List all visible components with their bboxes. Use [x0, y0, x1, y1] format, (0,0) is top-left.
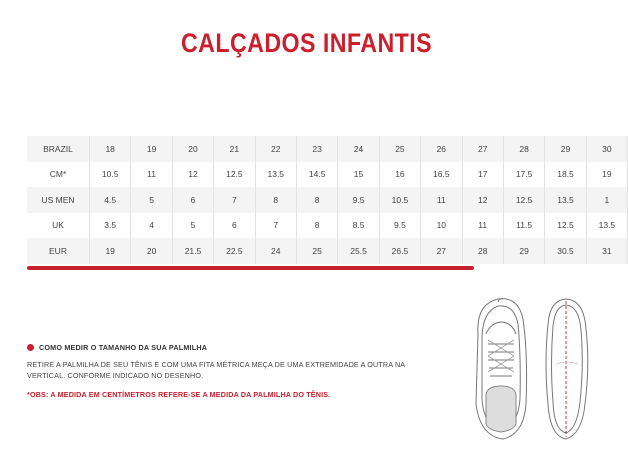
- size-table-container[interactable]: [27, 136, 616, 272]
- size-cell: 8: [255, 187, 296, 213]
- size-cell: 27: [462, 136, 503, 162]
- size-cell: 19: [131, 136, 172, 162]
- size-cell: 19: [586, 162, 627, 188]
- size-cell: 13.5: [545, 187, 586, 213]
- description-line-1: RETIRE A PALMILHA DE SEU TÊNIS E COM UMA FITA MÉTRICA MEÇA DE UMA EXTREMIDADE A OUTRA NA: [27, 360, 406, 369]
- size-cell: 22.5: [214, 238, 255, 264]
- horizontal-scrollbar[interactable]: [27, 266, 474, 270]
- size-cell: 7: [255, 213, 296, 239]
- bullet-dot-icon: [27, 344, 34, 351]
- size-cell: 29: [545, 136, 586, 162]
- size-cell: 7: [214, 187, 255, 213]
- size-cell: 12.5: [545, 213, 586, 239]
- size-cell: 10.5: [90, 162, 131, 188]
- size-cell: 20: [172, 136, 213, 162]
- size-row-label: US MEN: [27, 187, 90, 213]
- shoe-side-illustration: [476, 299, 527, 439]
- size-cell: 13.5: [586, 213, 627, 239]
- size-cell: 15: [338, 162, 379, 188]
- size-cell: 25: [379, 136, 420, 162]
- size-cell: 8.5: [338, 213, 379, 239]
- measurement-note: *OBS: A MEDIDA EM CENTÍMETROS REFERE-SE A MEDIDA DA PALMILHA DO TÊNIS.: [27, 390, 331, 399]
- size-cell: 26.5: [379, 238, 420, 264]
- size-cell: 22: [255, 136, 296, 162]
- size-cell: 31: [586, 238, 627, 264]
- size-cell: 20: [131, 238, 172, 264]
- insole-measure-illustration: [546, 299, 588, 439]
- size-row-brazil: [27, 136, 628, 162]
- size-row-cm: [27, 162, 628, 188]
- size-table: [27, 136, 628, 264]
- size-row-label: EUR: [27, 238, 90, 264]
- size-row-uk: [27, 213, 628, 239]
- how-to-measure-heading-text: COMO MEDIR O TAMANHO DA SUA PALMILHA: [39, 343, 208, 352]
- size-cell: 10.5: [379, 187, 420, 213]
- size-cell: 19: [90, 238, 131, 264]
- size-cell: 18.5: [545, 162, 586, 188]
- size-cell: 21: [214, 136, 255, 162]
- size-cell: 5: [131, 187, 172, 213]
- size-cell: 6: [214, 213, 255, 239]
- size-cell: 26: [421, 136, 462, 162]
- size-cell: 27: [421, 238, 462, 264]
- size-cell: 6: [172, 187, 213, 213]
- size-cell: 25.5: [338, 238, 379, 264]
- size-cell: 21.5: [172, 238, 213, 264]
- size-cell: 9.5: [379, 213, 420, 239]
- size-cell: 28: [462, 238, 503, 264]
- size-cell: 5: [172, 213, 213, 239]
- size-cell: 8: [296, 213, 337, 239]
- size-cell: 17: [462, 162, 503, 188]
- size-cell: 17.5: [503, 162, 544, 188]
- size-cell: 12: [172, 162, 213, 188]
- size-cell: 18: [90, 136, 131, 162]
- size-cell: 16.5: [421, 162, 462, 188]
- size-cell: 11: [421, 187, 462, 213]
- size-cell: 3.5: [90, 213, 131, 239]
- how-to-measure-heading: [27, 343, 207, 352]
- size-cell: 25: [296, 238, 337, 264]
- size-row-eur: [27, 238, 628, 264]
- size-cell: 1: [586, 187, 627, 213]
- size-cell: 23: [296, 136, 337, 162]
- size-cell: 11: [131, 162, 172, 188]
- size-row-label: UK: [27, 213, 90, 239]
- size-cell: 14.5: [296, 162, 337, 188]
- size-cell: 4: [131, 213, 172, 239]
- size-cell: 28: [503, 136, 544, 162]
- size-cell: 30.5: [545, 238, 586, 264]
- size-cell: 30: [586, 136, 627, 162]
- size-cell: 12.5: [214, 162, 255, 188]
- size-cell: 11: [462, 213, 503, 239]
- shoe-measure-illustration: [468, 294, 598, 444]
- size-cell: 24: [338, 136, 379, 162]
- size-cell: 8: [296, 187, 337, 213]
- size-cell: 12.5: [503, 187, 544, 213]
- size-row-label: CM*: [27, 162, 90, 188]
- size-cell: 10: [421, 213, 462, 239]
- size-cell: 24: [255, 238, 296, 264]
- size-cell: 16: [379, 162, 420, 188]
- size-cell: 29: [503, 238, 544, 264]
- size-row-us-men: [27, 187, 628, 213]
- how-to-measure-description: [27, 360, 407, 381]
- size-cell: 9.5: [338, 187, 379, 213]
- page-title: CALÇADOS INFANTIS: [180, 28, 433, 58]
- size-cell: 13.5: [255, 162, 296, 188]
- size-cell: 4.5: [90, 187, 131, 213]
- description-line-2: VERTICAL. CONFORME INDICADO NO DESENHO.: [27, 370, 204, 380]
- size-row-label: BRAZIL: [27, 136, 90, 162]
- size-cell: 11.5: [503, 213, 544, 239]
- size-cell: 12: [462, 187, 503, 213]
